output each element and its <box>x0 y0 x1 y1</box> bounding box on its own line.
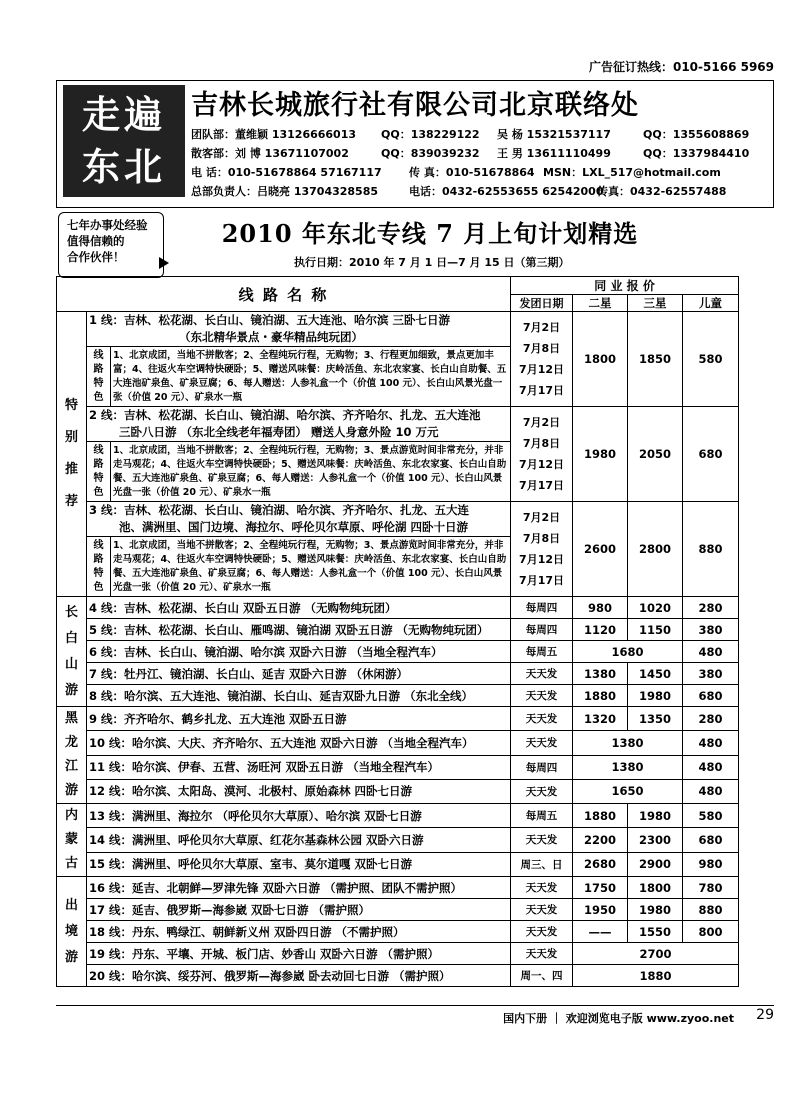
price-three: 1800 <box>628 877 683 899</box>
header-price: 同 业 报 价 <box>511 277 739 295</box>
departure-dates <box>511 502 573 597</box>
departure-date: 7月17日 <box>519 574 565 587</box>
slogan-line: 合作伙伴！ <box>67 250 125 264</box>
price-child: 780 <box>683 877 739 899</box>
departure-schedule: 每周四 <box>511 619 573 641</box>
route-row <box>57 943 739 965</box>
route-name: 7 线：牡丹江、镜泊湖、长白山、延吉 双卧六日游 （休闲游） <box>87 663 511 685</box>
price-child: 480 <box>683 755 739 779</box>
price-child: 280 <box>683 707 739 731</box>
header-child: 儿童 <box>683 295 739 312</box>
price-three: 2800 <box>628 502 683 597</box>
route-row <box>57 804 739 828</box>
price-child: 380 <box>683 663 739 685</box>
feature-label: 线 路 特 色 <box>87 537 111 597</box>
departure-date: 7月2日 <box>522 416 561 429</box>
price-child: 580 <box>683 312 739 407</box>
departure-schedule: 周三、日 <box>511 852 573 876</box>
price-merged: 1880 <box>573 965 739 987</box>
price-two: 1120 <box>573 619 628 641</box>
feature-label: 线 路 特 色 <box>87 347 111 407</box>
price-three: 1550 <box>628 921 683 943</box>
page-title: 2010 年东北专线 7 月上旬计划精选 <box>221 219 639 248</box>
route-name: 5 线：吉林、松花湖、长白山、雁鸣湖、镜泊湖 双卧五日游 （无购物纯玩团） <box>87 619 511 641</box>
route-name-line: （东北精华景点・豪华精品纯玩团） <box>179 330 363 344</box>
route-name: 9 线：齐齐哈尔、鹤乡扎龙、五大连池 双卧五日游 <box>87 707 511 731</box>
route-name-line: 池、满洲里、国门边境、海拉尔、呼伦贝尔草原、呼伦湖 四卧十日游 <box>119 520 468 534</box>
price-child: 380 <box>683 619 739 641</box>
price-child: 880 <box>683 899 739 921</box>
price-child: 480 <box>683 641 739 663</box>
route-name <box>87 407 511 442</box>
route-row <box>57 877 739 899</box>
header-two-star: 二星 <box>573 295 628 312</box>
route-row <box>57 597 739 619</box>
header-date: 发团日期 <box>511 295 573 312</box>
route-name: 20 线：哈尔滨、绥芬河、俄罗斯—海参崴 卧去动回七日游 （需护照） <box>87 965 511 987</box>
contact-info <box>191 125 769 201</box>
contact-item: 传 真：010-51678864 <box>409 166 535 179</box>
logo-line-1: 走遍 <box>81 92 166 137</box>
departure-schedule: 每周四 <box>511 755 573 779</box>
route-price-table <box>56 276 739 987</box>
price-merged: 2700 <box>573 943 739 965</box>
price-two: 2680 <box>573 852 628 876</box>
header-box <box>56 80 774 208</box>
price-three: 1350 <box>628 707 683 731</box>
departure-date: 7月17日 <box>519 479 565 492</box>
route-name: 10 线：哈尔滨、大庆、齐齐哈尔、五大连池 双卧六日游 （当地全程汽车） <box>87 731 511 755</box>
contact-item: QQ：1355608869 <box>643 128 750 141</box>
footer-text: 国内下册 ｜ 欢迎浏览电子版 www.zyoo.net <box>503 1012 734 1025</box>
price-two: 980 <box>573 597 628 619</box>
departure-schedule: 每周四 <box>511 597 573 619</box>
price-child: 680 <box>683 407 739 502</box>
route-row <box>57 685 739 707</box>
route-name: 17 线：延吉、俄罗斯—海参崴 双卧七日游 （需护照） <box>87 899 511 921</box>
contact-item: QQ：1337984410 <box>643 147 750 160</box>
footer <box>56 1005 774 1026</box>
route-name-line: 三卧八日游 （东北全线老年福寿团） 赠送人身意外险 10 万元 <box>119 425 439 439</box>
departure-date: 7月8日 <box>522 437 561 450</box>
price-child: 480 <box>683 779 739 803</box>
departure-dates <box>511 312 573 407</box>
route-row <box>57 663 739 685</box>
price-three: 1150 <box>628 619 683 641</box>
route-name: 4 线：吉林、松花湖、长白山 双卧五日游 （无购物纯玩团） <box>87 597 511 619</box>
route-name: 8 线：哈尔滨、五大连池、镜泊湖、长白山、延吉双卧九日游 （东北全线） <box>87 685 511 707</box>
departure-date: 7月8日 <box>522 342 561 355</box>
departure-schedule: 天天发 <box>511 707 573 731</box>
route-name: 19 线：丹东、平壤、开城、板门店、妙香山 双卧六日游 （需护照） <box>87 943 511 965</box>
departure-schedule: 天天发 <box>511 899 573 921</box>
feature-label: 线 路 特 色 <box>87 442 111 502</box>
route-name-line: 1 线：吉林、松花湖、长白山、镜泊湖、五大连池、哈尔滨 三卧七日游 <box>89 313 451 327</box>
route-name: 16 线：延吉、北朝鲜—罗津先锋 双卧六日游 （需护照、团队不需护照） <box>87 877 511 899</box>
route-name <box>87 502 511 537</box>
category-1: 黑 龙 江 游 <box>57 707 87 804</box>
header-three-star: 三星 <box>628 295 683 312</box>
price-two: 2200 <box>573 828 628 852</box>
departure-schedule: 天天发 <box>511 943 573 965</box>
contact-row <box>191 163 769 182</box>
slogan-bubble <box>58 212 164 278</box>
route-name: 15 线：满洲里、呼伦贝尔大草原、室韦、莫尔道嘎 双卧七日游 <box>87 852 511 876</box>
departure-schedule: 天天发 <box>511 921 573 943</box>
route-name <box>87 312 511 347</box>
price-child: 680 <box>683 828 739 852</box>
feature-text: 1、北京成团，当地不拼散客；2、全程纯玩行程，无购物；3、行程更加细致，景点更加丰富；4、往返火车空调特快硬卧；5、赠送风味餐：庆岭活鱼、东北农家宴、长白山自助餐、五大连池矿泉鱼、矿泉豆腐；6、每人赠送：人参礼盒一个（价值 100 元）、长白山风景光盘一张（价值 20 元）、矿泉水一瓶 <box>111 347 511 407</box>
contact-row <box>191 125 769 144</box>
departure-date: 7月12日 <box>519 553 565 566</box>
departure-date: 7月8日 <box>522 532 561 545</box>
price-three: 1450 <box>628 663 683 685</box>
route-row <box>57 852 739 876</box>
category-3: 出 境 游 <box>57 877 87 987</box>
price-child: 280 <box>683 597 739 619</box>
departure-schedule: 天天发 <box>511 828 573 852</box>
contact-item: 王 男 13611110499 <box>497 147 611 160</box>
route-name: 12 线：哈尔滨、太阳岛、漠河、北极村、原始森林 四卧七日游 <box>87 779 511 803</box>
logo <box>63 85 185 197</box>
ad-hotline: 广告征订热线：010-5166 5969 <box>588 60 774 74</box>
route-row <box>57 707 739 731</box>
featured-route-row <box>57 407 739 442</box>
route-name: 14 线：满洲里、呼伦贝尔大草原、红花尔基森林公园 双卧六日游 <box>87 828 511 852</box>
category-featured: 特 别 推 荐 <box>57 312 87 597</box>
price-three: 2050 <box>628 407 683 502</box>
contact-item: 总部负责人：吕晓亮 13704328585 <box>191 185 379 198</box>
contact-item: MSN：LXL_517@hotmail.com <box>543 166 721 179</box>
logo-line-2: 东北 <box>81 144 166 189</box>
price-merged: 1380 <box>573 755 683 779</box>
price-two: 1980 <box>573 407 628 502</box>
header-route: 线 路 名 称 <box>57 277 511 312</box>
route-row <box>57 921 739 943</box>
price-two: 1880 <box>573 804 628 828</box>
departure-date: 7月17日 <box>519 384 565 397</box>
price-child: 480 <box>683 731 739 755</box>
price-three: 1980 <box>628 804 683 828</box>
contact-item: 吴 杨 15321537117 <box>497 128 611 141</box>
departure-schedule: 天天发 <box>511 663 573 685</box>
feature-text: 1、北京成团，当地不拼散客；2、全程纯玩行程，无购物；3、景点游览时间非常充分，并非走马观花；4、往返火车空调特快硬卧；5、赠送风味餐：庆岭活鱼、东北农家宴、长白山自助餐、五大连池矿泉鱼、矿泉豆腐；6、每人赠送：人参礼盒一个（价值 100 元）、长白山风景光盘一张（价值 20 元）、矿泉水一瓶 <box>111 537 511 597</box>
departure-schedule: 每周五 <box>511 641 573 663</box>
route-row <box>57 779 739 803</box>
contact-item: 传真：0432-62557488 <box>597 185 727 198</box>
price-three: 1850 <box>628 312 683 407</box>
route-name: 6 线：吉林、长白山、镜泊湖、哈尔滨 双卧六日游 （当地全程汽车） <box>87 641 511 663</box>
route-name: 11 线：哈尔滨、伊春、五营、汤旺河 双卧五日游 （当地全程汽车） <box>87 755 511 779</box>
slogan-line: 值得信赖的 <box>67 234 125 248</box>
price-two: 1800 <box>573 312 628 407</box>
category-2: 内 蒙 古 <box>57 804 87 877</box>
execution-period: 执行日期：2010 年 7 月 1 日—7 月 15 日（第三期） <box>294 256 570 269</box>
route-name: 13 线：满洲里、海拉尔 （呼伦贝尔大草原）、哈尔滨 双卧七日游 <box>87 804 511 828</box>
price-two: 1320 <box>573 707 628 731</box>
price-two: —— <box>573 921 628 943</box>
featured-route-row <box>57 502 739 537</box>
price-three: 1020 <box>628 597 683 619</box>
departure-schedule: 天天发 <box>511 685 573 707</box>
route-row <box>57 641 739 663</box>
price-three: 2900 <box>628 852 683 876</box>
route-name: 18 线：丹东、鸭绿江、朝鲜新义州 双卧四日游 （不需护照） <box>87 921 511 943</box>
price-two: 1750 <box>573 877 628 899</box>
price-two: 1950 <box>573 899 628 921</box>
price-child: 800 <box>683 921 739 943</box>
route-name-line: 2 线：吉林、松花湖、长白山、镜泊湖、哈尔滨、齐齐哈尔、扎龙、五大连池 <box>89 408 481 422</box>
feature-text: 1、北京成团，当地不拼散客；2、全程纯玩行程，无购物；3、景点游览时间非常充分，并非走马观花；4、往返火车空调特快硬卧；5、赠送风味餐：庆岭活鱼、东北农家宴、长白山自助餐、五大连池矿泉鱼、矿泉豆腐；6、每人赠送：人参礼盒一个（价值 100 元）、长白山风景光盘一张（价值 20 元）、矿泉水一瓶 <box>111 442 511 502</box>
contact-item: QQ：138229122 <box>381 128 480 141</box>
route-name-line: 3 线：吉林、松花湖、长白山、镜泊湖、哈尔滨、齐齐哈尔、扎龙、五大连 <box>89 503 470 517</box>
price-merged: 1380 <box>573 731 683 755</box>
price-three: 1980 <box>628 685 683 707</box>
contact-item: 电话：0432-62553655 62542000 <box>409 185 604 198</box>
price-two: 1380 <box>573 663 628 685</box>
price-two: 1880 <box>573 685 628 707</box>
contact-item: 团队部：董维颖 13126666013 <box>191 128 357 141</box>
route-row <box>57 828 739 852</box>
company-name: 吉林长城旅行社有限公司北京联络处 <box>191 90 639 121</box>
price-child: 680 <box>683 685 739 707</box>
route-row <box>57 619 739 641</box>
contact-item: 电 话：010-51678864 57167117 <box>191 166 382 179</box>
departure-schedule: 天天发 <box>511 731 573 755</box>
contact-item: QQ：839039232 <box>381 147 480 160</box>
price-three: 1980 <box>628 899 683 921</box>
departure-date: 7月2日 <box>522 511 561 524</box>
page-number: 29 <box>756 1007 774 1023</box>
departure-schedule: 天天发 <box>511 779 573 803</box>
route-row <box>57 755 739 779</box>
price-child: 580 <box>683 804 739 828</box>
departure-schedule: 天天发 <box>511 877 573 899</box>
departure-date: 7月12日 <box>519 458 565 471</box>
contact-row <box>191 182 769 201</box>
category-0: 长 白 山 游 <box>57 597 87 707</box>
price-merged: 1680 <box>573 641 683 663</box>
route-row <box>57 899 739 921</box>
departure-schedule: 周一、四 <box>511 965 573 987</box>
contact-row <box>191 144 769 163</box>
departure-date: 7月12日 <box>519 363 565 376</box>
slogan-line: 七年办事处经验 <box>67 218 148 232</box>
route-row <box>57 731 739 755</box>
contact-item: 散客部：刘 博 13671107002 <box>191 147 349 160</box>
price-two: 2600 <box>573 502 628 597</box>
price-three: 2300 <box>628 828 683 852</box>
route-row <box>57 965 739 987</box>
price-child: 980 <box>683 852 739 876</box>
departure-schedule: 每周五 <box>511 804 573 828</box>
price-child: 880 <box>683 502 739 597</box>
price-merged: 1650 <box>573 779 683 803</box>
departure-date: 7月2日 <box>522 321 561 334</box>
departure-dates <box>511 407 573 502</box>
featured-route-row <box>57 312 739 347</box>
